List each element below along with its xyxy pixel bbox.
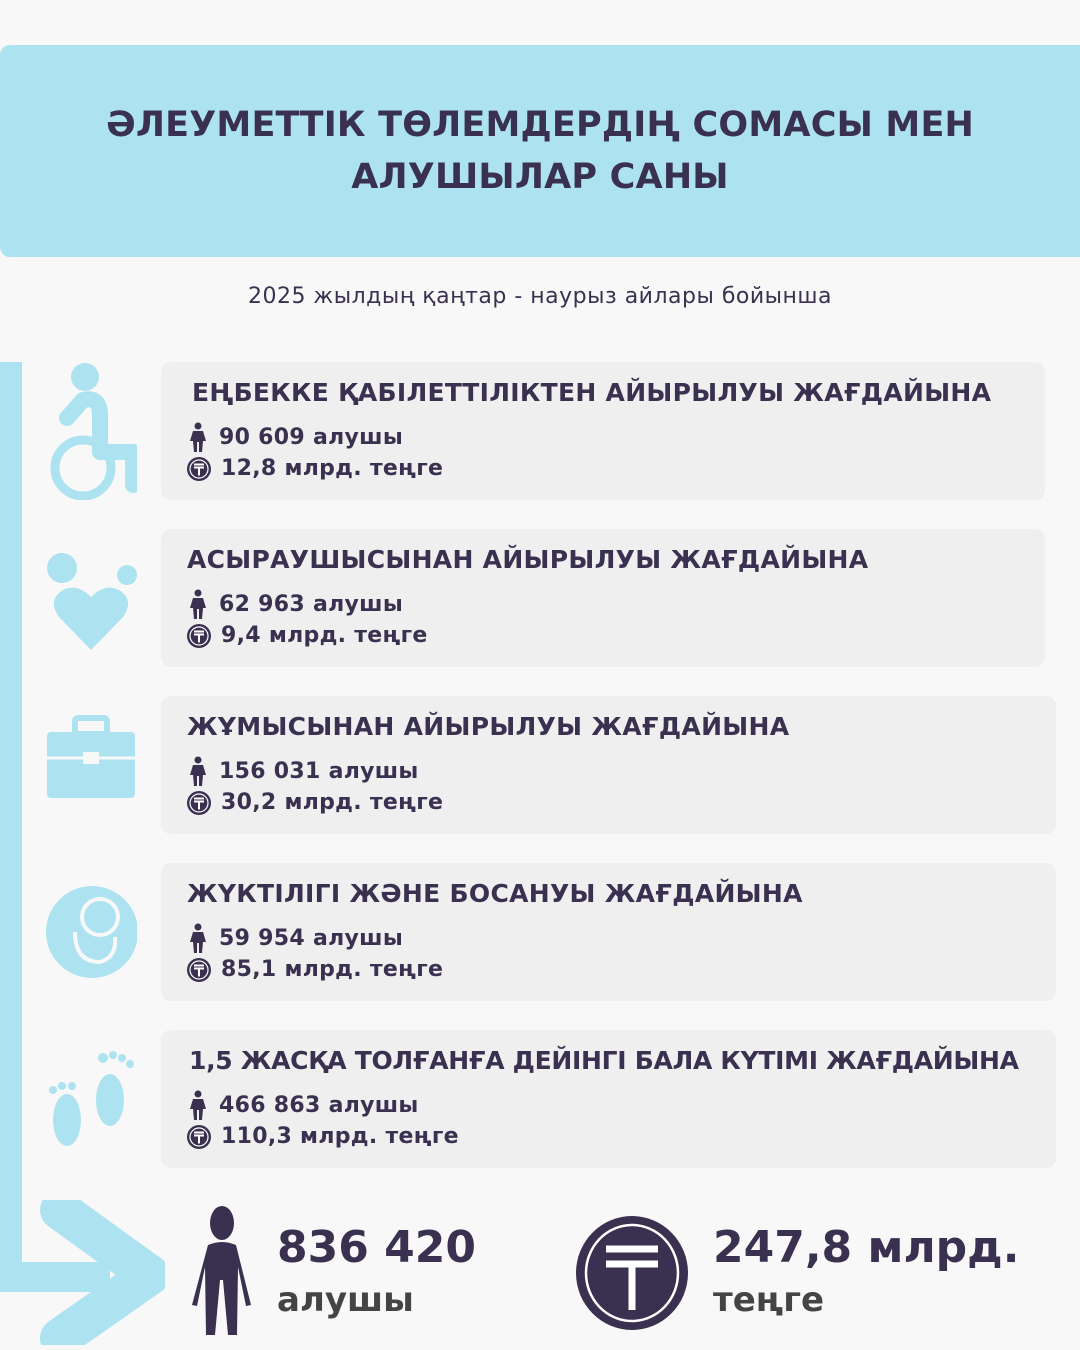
header-banner	[0, 45, 1080, 257]
total-amount-label: теңге	[713, 1280, 825, 1320]
heart-care-icon	[45, 535, 137, 675]
benefit-card-disability	[161, 362, 1045, 500]
briefcase-icon	[45, 700, 137, 840]
payment-amount: 85,1 млрд. теңге	[221, 957, 444, 982]
tenge-icon	[187, 791, 211, 815]
tenge-icon	[187, 958, 211, 982]
card-title: АСЫРАУШЫСЫНАН АЙЫРЫЛУЫ ЖАҒДАЙЫНА	[187, 545, 869, 574]
payment-amount: 30,2 млрд. теңге	[221, 790, 444, 815]
card-title: ЖҮКТІЛІГІ ЖӘНЕ БОСАНУЫ ЖАҒДАЙЫНА	[187, 879, 803, 908]
total-amount-value: 247,8 млрд.	[713, 1222, 1020, 1273]
card-title: 1,5 ЖАСҚА ТОЛҒАНҒА ДЕЙІНГІ БАЛА КҮТІМІ ЖАҒДАЙЫНА	[189, 1046, 1019, 1075]
recipients-count: 90 609 алушы	[219, 424, 404, 450]
tenge-icon	[187, 1125, 211, 1149]
card-title: ЖҰМЫСЫНАН АЙЫРЫЛУЫ ЖАҒДАЙЫНА	[187, 712, 790, 741]
page-title: ӘЛЕУМЕТТІК ТӨЛЕМДЕРДІҢ СОМАСЫ МЕН АЛУШЫЛАР САНЫ	[105, 105, 975, 197]
recipients-count: 156 031 алушы	[219, 758, 419, 784]
subtitle: 2025 жылдың қаңтар - наурыз айлары бойынша	[247, 284, 833, 309]
timeline-bar	[0, 362, 22, 1292]
footprints-icon	[45, 1040, 137, 1180]
person-icon	[187, 589, 209, 619]
tenge-icon	[187, 624, 211, 648]
person-icon	[187, 923, 209, 953]
fetus-icon	[45, 862, 137, 1002]
card-title: ЕҢБЕККЕ ҚАБІЛЕТТІЛІКТЕН АЙЫРЫЛУЫ ЖАҒДАЙЫНА	[192, 378, 992, 407]
total-recipients-label: алушы	[277, 1280, 414, 1320]
wheelchair-icon	[45, 360, 137, 500]
recipients-count: 466 863 алушы	[219, 1092, 419, 1118]
recipients-count: 59 954 алушы	[219, 925, 404, 951]
person-icon-large	[183, 1205, 261, 1337]
payment-amount: 9,4 млрд. теңге	[221, 623, 428, 648]
tenge-icon-large	[575, 1215, 689, 1331]
tenge-icon	[187, 457, 211, 481]
benefit-card-maternity	[161, 863, 1056, 1001]
payment-amount: 12,8 млрд. теңге	[221, 456, 444, 481]
person-icon	[187, 422, 209, 452]
recipients-count: 62 963 алушы	[219, 591, 404, 617]
payment-amount: 110,3 млрд. теңге	[221, 1124, 459, 1149]
arrow-icon	[40, 1200, 165, 1345]
person-icon	[187, 1090, 209, 1120]
total-recipients-value: 836 420	[277, 1222, 477, 1273]
benefit-card-breadwinner-loss	[161, 529, 1045, 667]
benefit-card-childcare	[161, 1030, 1056, 1168]
person-icon	[187, 756, 209, 786]
benefit-card-job-loss	[161, 696, 1056, 834]
